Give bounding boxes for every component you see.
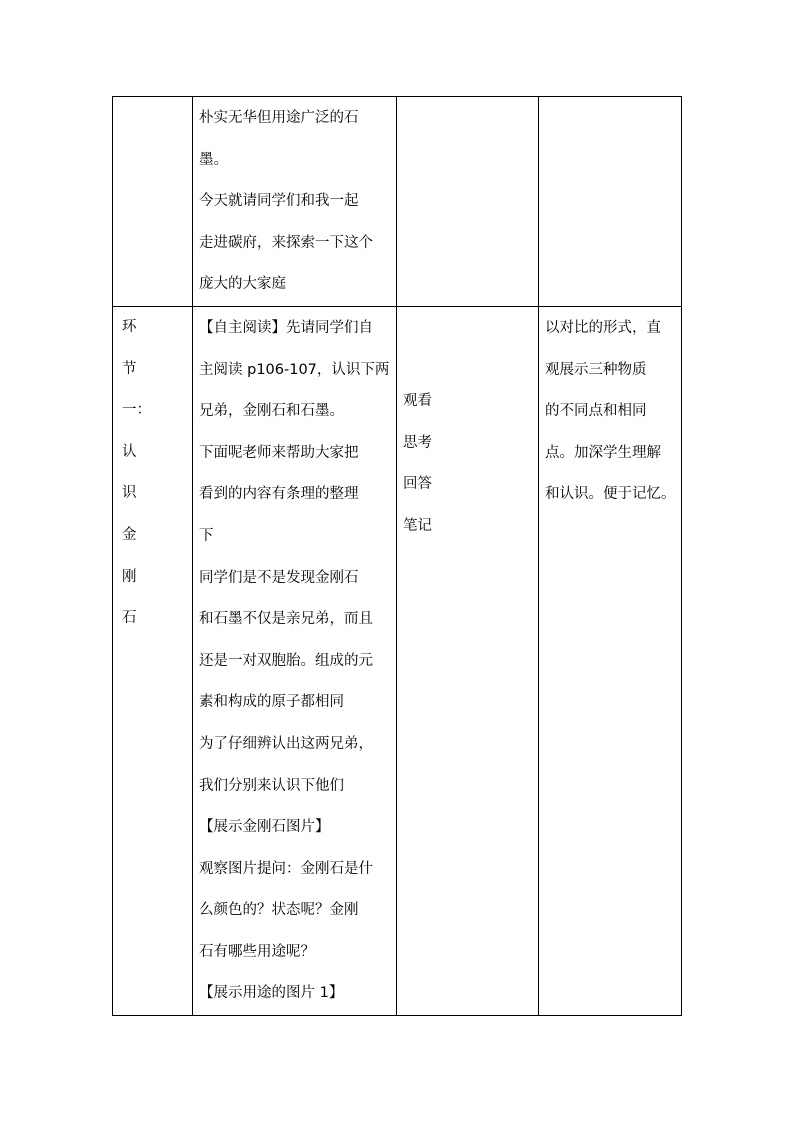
link-title bbox=[113, 307, 192, 640]
text-line: 么颜色的？状态呢？金刚 bbox=[199, 902, 359, 919]
design-intent-text bbox=[539, 307, 681, 516]
text-line: 观察图片提问：金刚石是什 bbox=[199, 860, 373, 877]
text-line: 刚 bbox=[122, 568, 137, 585]
text-line: 石 bbox=[122, 610, 137, 627]
text-line: 金 bbox=[122, 526, 137, 543]
text-line: 节 bbox=[122, 360, 137, 377]
text-line: 【展示用途的图片 1】 bbox=[199, 985, 344, 1002]
link-cell bbox=[113, 306, 193, 1015]
text-line: 下 bbox=[199, 527, 214, 544]
text-line: 墨。 bbox=[199, 151, 228, 168]
teacher-activity-text bbox=[193, 97, 396, 306]
text-line: 朴实无华但用途广泛的石 bbox=[199, 110, 359, 126]
text-line: 为了仔细辨认出这两兄弟， bbox=[199, 735, 373, 752]
teacher-activity-cell bbox=[193, 97, 397, 307]
text-line: 【自主阅读】先请同学们自 bbox=[199, 319, 373, 336]
text-line: 走进碳府，来探索一下这个 bbox=[199, 234, 373, 251]
student-activity-text bbox=[397, 307, 538, 547]
text-line: 看到的内容有条理的整理 bbox=[199, 486, 359, 503]
lesson-plan-table bbox=[112, 96, 682, 1016]
text-line: 环 bbox=[122, 318, 137, 335]
teacher-activity-text bbox=[193, 307, 396, 1015]
text-line: 和石墨不仅是亲兄弟，而且 bbox=[199, 611, 373, 628]
text-line: 的不同点和相同 bbox=[545, 403, 647, 420]
text-line: 同学们是不是发现金刚石 bbox=[199, 569, 359, 586]
text-line: 以对比的形式，直 bbox=[545, 319, 661, 336]
table-row bbox=[113, 306, 682, 1015]
text-line: 一： bbox=[122, 402, 151, 419]
text-line: 下面呢老师来帮助大家把 bbox=[199, 444, 359, 461]
text-line: 主阅读 p106-107，认识下两 bbox=[199, 361, 390, 378]
text-line: 【展示金刚石图片】 bbox=[199, 819, 330, 836]
text-line: 笔记 bbox=[403, 517, 432, 534]
student-activity-cell bbox=[397, 306, 539, 1015]
text-line: 观看 bbox=[403, 392, 432, 409]
table-row bbox=[113, 97, 682, 307]
student-activity-cell bbox=[397, 97, 539, 307]
text-line: 识 bbox=[122, 485, 137, 502]
text-line: 今天就请同学们和我一起 bbox=[199, 193, 359, 210]
text-line: 观展示三种物质 bbox=[545, 361, 647, 378]
text-line: 回答 bbox=[403, 476, 432, 493]
design-intent-cell bbox=[539, 97, 682, 307]
text-line: 兄弟，金刚石和石墨。 bbox=[199, 403, 344, 420]
text-line: 庞大的大家庭 bbox=[199, 276, 286, 293]
teacher-activity-cell bbox=[193, 306, 397, 1015]
text-line: 石有哪些用途呢？ bbox=[199, 943, 315, 960]
text-line: 和认识。便于记忆。 bbox=[545, 486, 676, 503]
text-line: 思考 bbox=[403, 434, 432, 451]
text-line: 点。加深学生理解 bbox=[545, 444, 661, 461]
text-line: 认 bbox=[122, 443, 137, 460]
text-line: 还是一对双胞胎。组成的元 bbox=[199, 652, 373, 669]
text-line: 素和构成的原子都相同 bbox=[199, 694, 344, 711]
design-intent-cell bbox=[539, 306, 682, 1015]
text-line: 我们分别来认识下他们 bbox=[199, 777, 344, 794]
link-cell bbox=[113, 97, 193, 307]
